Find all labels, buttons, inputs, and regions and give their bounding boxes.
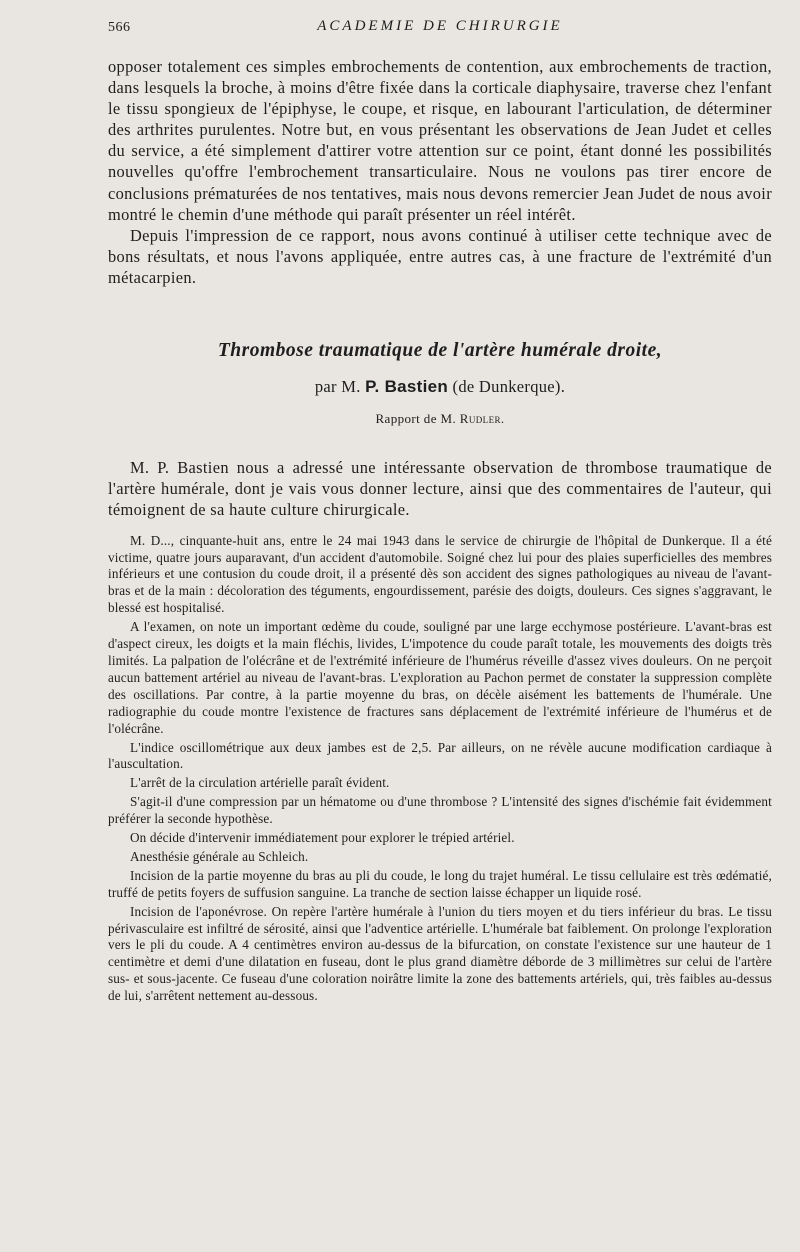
running-header <box>108 16 772 42</box>
page-number: 566 <box>108 20 131 35</box>
intro-paragraph: M. P. Bastien nous a adressé une intéressante observation de thrombose traumatique de l'artère humérale, dont je vais vous donner lecture, ainsi que des commentaires de l'auteur, qui témoignent de sa haute culture chirurgicale. <box>108 458 772 520</box>
article-byline <box>108 377 772 397</box>
rapport-prefix: Rapport de M. <box>375 411 457 427</box>
author-affiliation: (de Dunkerque). <box>452 377 566 397</box>
case-paragraph: Incision de l'aponévrose. On repère l'artère humérale à l'union du tiers moyen et du tiers inférieur du bras. Le tissu périvasculaire est infiltré de sérosité, ainsi que l'adventice artérielle. L'humérale bat faiblement. On prolonge l'exploration vers le pli du coude. A 4 centimètres environ au-dessus de la bifurcation, on constate l'existence sur une hauteur de 1 centimètre et demi d'une dilatation en fuseau, dont le plus grand diamètre déborde de 3 millimètres sur celui de l'artère sus- et sous-jacente. Ce fuseau d'une coloration noirâtre limite la zone des battements artériels, qui, très faibles au-dessus de lui, s'arrêtent nettement au-dessous. <box>108 903 772 1004</box>
journal-title: ACADEMIE DE CHIRURGIE <box>317 18 563 34</box>
case-report <box>108 533 772 1005</box>
case-paragraph: A l'examen, on note un important œdème du coude, souligné par une large ecchymose postérieure. L'avant-bras est d'aspect cireux, les doigts et la main fléchis, livides, L'impotence du coude paraît totale, les mouvements des doigts très limités. La palpation de l'olécrâne et de l'extrémité inférieure de l'humérus réveille d'assez vives douleurs. On ne perçoit aucun battement artériel au niveau de l'avant-bras. L'exploration au Pachon permet de constater la suppression complète des oscillations. Par contre, à la partie moyenne du bras, on décèle aisément les battements de l'humérale. Une radiographie du coude montre l'existence de fractures sans déplacement de l'extrémité inférieure de l'humérus et de l'olécrâne. <box>108 619 772 736</box>
case-paragraph: L'arrêt de la circulation artérielle paraît évident. <box>130 775 390 791</box>
rapporteur-name: Rudler. <box>459 411 505 427</box>
article-title: Thrombose traumatique de l'artère humérale droite, <box>217 340 663 362</box>
case-paragraph: On décide d'intervenir immédiatement pour explorer le trépied artériel. <box>130 830 515 846</box>
author-name: P. Bastien <box>365 377 449 397</box>
case-paragraph: Anesthésie générale au Schleich. <box>130 848 309 864</box>
continuation-paragraph: opposer totalement ces simples embrochements de contention, aux embrochements de traction, dans lesquels la broche, à moins d'être fixée dans la corticale diaphysaire, traverse chez l'enfant le tissu spongieux de l'épiphyse, le coupe, et risque, en labourant l'articulation, de déterminer des arthrites purulentes. Notre but, en vous présentant les observations de Jean Judet et celles du service, a été simplement d'attirer votre attention sur ce point, étant donné les possibilités nouvelles qu'offre l'embrochement transarticulaire. Nous ne voulons pas tirer encore de conclusions prématurées de nos tentatives, mais nous devons remercier Jean Judet de nous avoir montré le chemin d'une méthode qui paraît présenter un réel intérêt. <box>108 57 772 224</box>
previous-article-continuation <box>108 56 772 288</box>
case-paragraph: S'agit-il d'une compression par un hématome ou d'une thrombose ? L'intensité des signes d'ischémie fait évidemment préférer la seconde hypothèse. <box>108 794 772 827</box>
rapport-line <box>108 411 772 427</box>
continuation-paragraph: Depuis l'impression de ce rapport, nous avons continué à utiliser cette technique avec de bons résultats, et nous l'avons appliquée, entre autres cas, à une fracture de l'extrémité d'un métacarpien. <box>108 225 772 287</box>
case-paragraph: M. D..., cinquante-huit ans, entre le 24 mai 1943 dans le service de chirurgie de l'hôpital de Dunkerque. Il a été victime, quatre jours auparavant, d'un accident d'automobile. Soigné chez lui pour des plaies superficielles des membres inférieurs et une contusion du coude droit, il a présenté dès son accident des signes pathologiques au niveau de l'avant-bras et de la main : décoloration des téguments, engourdissement, parésie des doigts, douleurs. Ces signes s'aggravant, le blessé est hospitalisé. <box>108 532 772 616</box>
byline-prefix: par M. <box>314 377 361 397</box>
case-paragraph: L'indice oscillométrique aux deux jambes est de 2,5. Par ailleurs, on ne révèle aucune modification cardiaque à l'auscultation. <box>108 739 772 772</box>
case-paragraph: Incision de la partie moyenne du bras au pli du coude, le long du trajet huméral. Le tissu cellulaire est très œdématié, truffé de petits foyers de suffusion sanguine. La tranche de section laisse échapper un liquide rosé. <box>108 867 772 900</box>
